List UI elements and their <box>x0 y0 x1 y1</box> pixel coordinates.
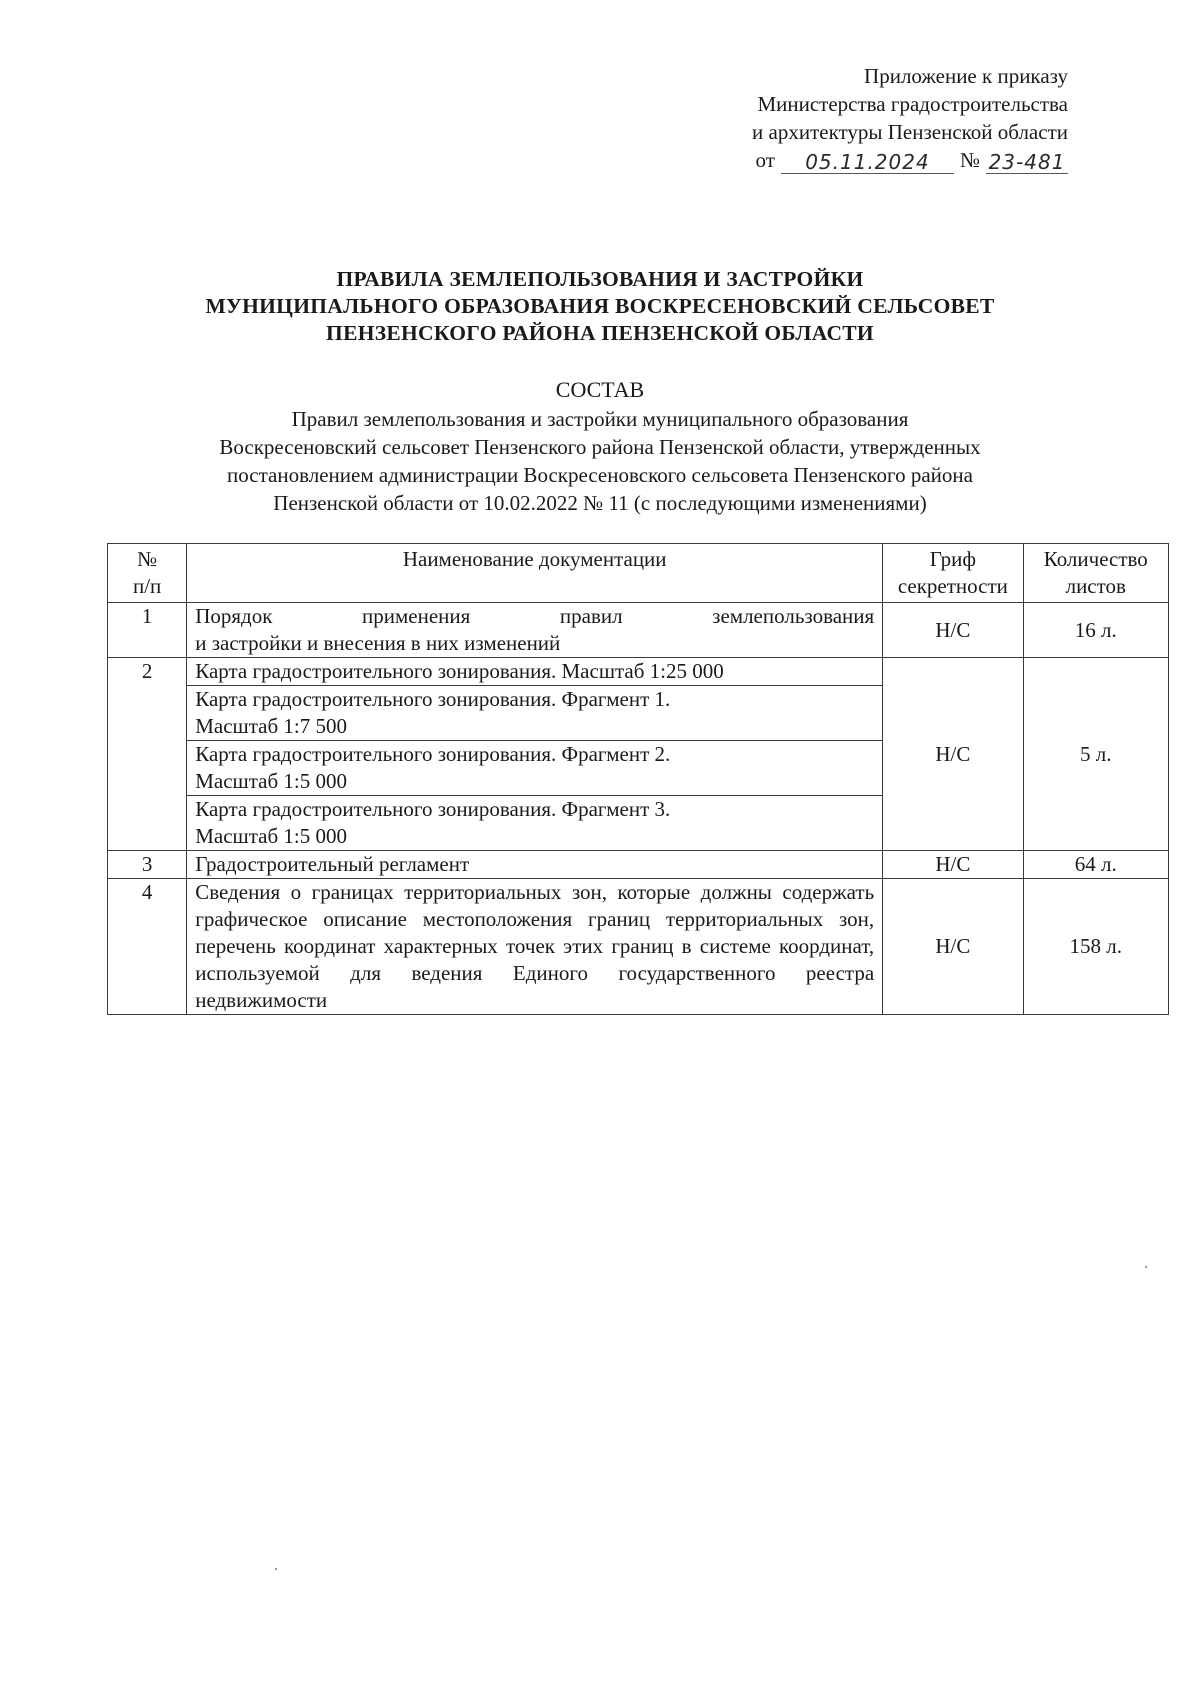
row-name <box>187 603 883 658</box>
composition-line-3: постановлением администрации Воскресеновского сельсовета Пензенского района <box>227 463 973 487</box>
row-name: Сведения о границах территориальных зон, которые должны содержать графическое описание местоположения границ территориальных зон, перечень координат характерных точек этих границ в системе координат, используемой для ведения Единого государственного реестра недвижимости <box>187 879 883 1015</box>
scan-speck <box>1145 1266 1147 1268</box>
subitem-line-1: Карта градостроительного зонирования. Фрагмент 1. <box>195 687 671 711</box>
row-secrecy: Н/С <box>883 658 1023 851</box>
header-sheets-line-1: Количество <box>1043 547 1148 571</box>
header-line-1: Приложение к приказу <box>864 64 1068 88</box>
table-row <box>108 879 1169 1015</box>
header-line-3: и архитектуры Пензенской области <box>752 120 1068 144</box>
subitem-line-1: Карта градостроительного зонирования. Масштаб 1:25 000 <box>195 659 724 683</box>
row-name-line-2: и застройки и внесения в них изменений <box>195 631 561 655</box>
title-line-1: ПРАВИЛА ЗЕМЛЕПОЛЬЗОВАНИЯ И ЗАСТРОЙКИ <box>336 267 864 291</box>
scan-speck <box>275 1568 277 1570</box>
row-subitem <box>187 686 883 741</box>
subitem-line-1: Карта градостроительного зонирования. Фрагмент 2. <box>195 742 671 766</box>
header-sheets-line-2: листов <box>1065 574 1126 598</box>
row-sheets: 158 л. <box>1023 879 1168 1015</box>
row-secrecy: Н/С <box>883 879 1023 1015</box>
title-line-2: МУНИЦИПАЛЬНОГО ОБРАЗОВАНИЯ ВОСКРЕСЕНОВСКИЙ СЕЛЬСОВЕТ <box>205 294 995 318</box>
subitem-line-2: Масштаб 1:7 500 <box>195 714 347 738</box>
row-subitem <box>187 658 883 686</box>
header-name: Наименование документации <box>187 544 883 603</box>
row-subitem <box>187 741 883 796</box>
composition-description <box>110 376 1090 517</box>
header-sheets <box>1023 544 1168 603</box>
subitem-line-2: Масштаб 1:5 000 <box>195 824 347 848</box>
row-sheets: 64 л. <box>1023 851 1168 879</box>
table-header-row <box>108 544 1169 603</box>
composition-heading: СОСТАВ <box>555 377 645 402</box>
composition-line-2: Воскресеновский сельсовет Пензенского района Пензенской области, утвержденных <box>219 435 981 459</box>
number-prefix: № <box>959 148 980 172</box>
row-sheets: 16 л. <box>1023 603 1168 658</box>
handwritten-date: 05.11.2024 <box>781 151 954 174</box>
subitem-line-1: Карта градостроительного зонирования. Фрагмент 3. <box>195 797 671 821</box>
header-number-line-1: № <box>137 547 158 571</box>
row-number: 4 <box>108 879 187 1015</box>
composition-line-4: Пензенской области от 10.02.2022 № 11 (с последующими изменениями) <box>273 491 927 515</box>
order-attachment-header <box>648 62 1068 174</box>
row-secrecy: Н/С <box>883 603 1023 658</box>
header-number <box>108 544 187 603</box>
row-name-line-1: Порядок применения правил землепользования <box>195 604 875 628</box>
table-row <box>108 851 1169 879</box>
row-number: 3 <box>108 851 187 879</box>
table-row <box>108 658 1169 686</box>
order-date-number-line <box>648 146 1068 174</box>
row-sheets: 5 л. <box>1023 658 1168 851</box>
subitem-line-2: Масштаб 1:5 000 <box>195 769 347 793</box>
title-line-3: ПЕНЗЕНСКОГО РАЙОНА ПЕНЗЕНСКОЙ ОБЛАСТИ <box>326 321 874 345</box>
composition-line-1: Правил землепользования и застройки муниципального образования <box>291 407 909 431</box>
row-secrecy: Н/С <box>883 851 1023 879</box>
header-number-line-2: п/п <box>132 574 162 598</box>
header-secrecy-line-1: Гриф <box>929 547 976 571</box>
row-name: Градостроительный регламент <box>187 851 883 879</box>
table-row <box>108 603 1169 658</box>
row-number: 1 <box>108 603 187 658</box>
date-prefix: от <box>755 148 775 172</box>
header-line-2: Министерства градостроительства <box>757 92 1068 116</box>
row-number: 2 <box>108 658 187 851</box>
header-secrecy <box>883 544 1023 603</box>
document-title <box>110 266 1090 347</box>
handwritten-order-number: 23-481 <box>986 151 1068 174</box>
row-subitem <box>187 796 883 851</box>
header-secrecy-line-2: секретности <box>897 574 1008 598</box>
documentation-table <box>107 543 1169 1015</box>
